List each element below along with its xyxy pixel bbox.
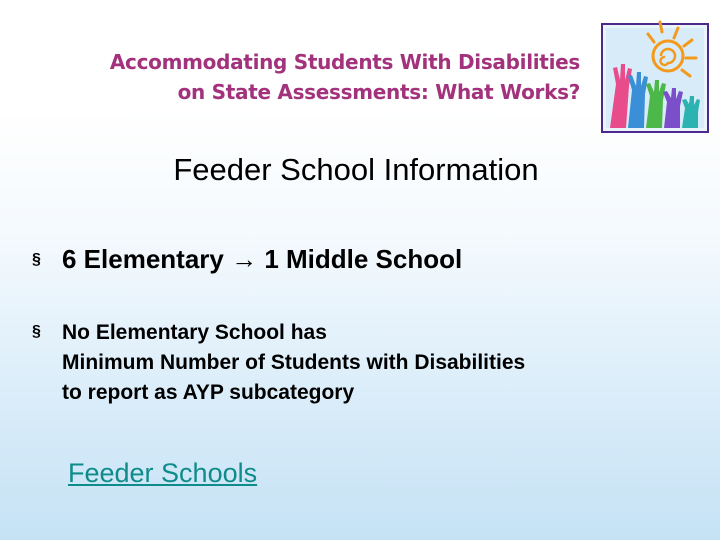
bullet-text [62,318,525,408]
bullet-text-line: Minimum Number of Students with Disabilities [62,351,526,374]
banner-title-line-1: Accommodating Students With Disabilities [109,50,580,74]
banner-title-line-2: on State Assessments: What Works? [177,80,580,104]
bullet-item-1 [32,244,462,275]
bullet-text-line: to report as AYP subcategory [62,381,355,404]
bullet-marker: § [32,251,41,268]
feeder-schools-link[interactable]: Feeder Schools [68,458,258,488]
bullet-marker: § [32,323,41,340]
bullet-item-2 [32,318,692,408]
bullet-text: 6 Elementary → 1 Middle School [62,244,463,274]
logo-graphic [596,16,714,138]
hands-and-sun-logo [596,16,714,138]
slide-title: Feeder School Information [173,152,539,187]
bullet-text-line: No Elementary School has [62,321,327,344]
